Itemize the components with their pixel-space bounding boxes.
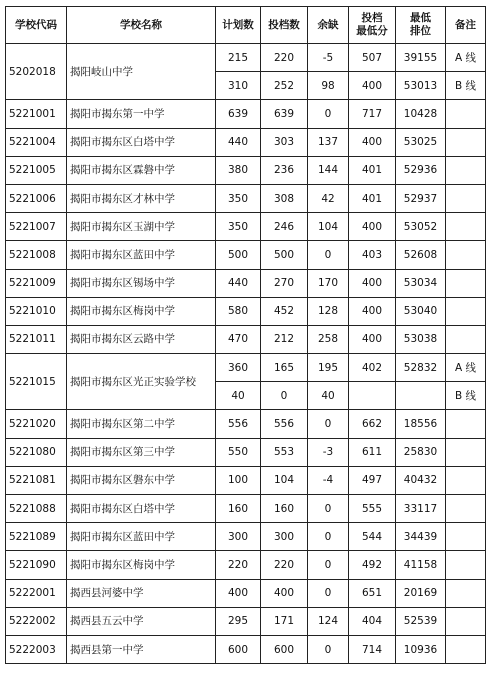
- cell-note: [446, 156, 486, 184]
- cell-school-code: 5221006: [6, 184, 67, 212]
- table-row: [6, 325, 486, 353]
- cell-plan: 400: [216, 579, 261, 607]
- table-row: [6, 128, 486, 156]
- admission-table-container: [5, 6, 486, 664]
- cell-vacancy: 170: [308, 269, 349, 297]
- cell-note: [446, 579, 486, 607]
- cell-note: [446, 184, 486, 212]
- header-note: 备注: [446, 7, 486, 44]
- cell-filed: 600: [261, 635, 308, 663]
- cell-school-code: 5222003: [6, 635, 67, 663]
- cell-school-code: 5221089: [6, 523, 67, 551]
- cell-vacancy: -3: [308, 438, 349, 466]
- cell-min-score: 400: [349, 269, 396, 297]
- cell-school-name: 揭阳市揭东区磐东中学: [67, 466, 216, 494]
- cell-note: [446, 128, 486, 156]
- cell-plan: 600: [216, 635, 261, 663]
- cell-school-code: 5221008: [6, 241, 67, 269]
- cell-school-name: 揭阳市揭东第一中学: [67, 100, 216, 128]
- cell-vacancy: 0: [308, 241, 349, 269]
- cell-min-score: 651: [349, 579, 396, 607]
- cell-min-score: 492: [349, 551, 396, 579]
- header-min-rank-line2: 排位: [410, 25, 431, 37]
- cell-school-code: 5221088: [6, 495, 67, 523]
- cell-min-score: 555: [349, 495, 396, 523]
- cell-min-rank: 52608: [396, 241, 446, 269]
- admission-table: [5, 6, 486, 664]
- cell-min-rank: 53038: [396, 325, 446, 353]
- cell-plan: 360: [216, 354, 261, 382]
- table-row: [6, 635, 486, 663]
- cell-vacancy: 144: [308, 156, 349, 184]
- cell-filed: 171: [261, 607, 308, 635]
- cell-min-rank: [396, 382, 446, 410]
- cell-note: [446, 325, 486, 353]
- cell-filed: 639: [261, 100, 308, 128]
- cell-min-rank: 52936: [396, 156, 446, 184]
- header-min-score-line1: 投档: [361, 12, 383, 24]
- cell-min-score: 497: [349, 466, 396, 494]
- table-row: [6, 579, 486, 607]
- cell-vacancy: 0: [308, 100, 349, 128]
- header-row: [6, 7, 486, 44]
- cell-filed: 220: [261, 551, 308, 579]
- cell-school-name: 揭阳市揭东区蓝田中学: [67, 241, 216, 269]
- cell-min-score: 400: [349, 325, 396, 353]
- cell-school-name: 揭西县五云中学: [67, 607, 216, 635]
- cell-filed: 246: [261, 213, 308, 241]
- cell-min-rank: 52832: [396, 354, 446, 382]
- cell-min-rank: 20169: [396, 579, 446, 607]
- cell-school-name: 揭阳市揭东区光正实验学校: [67, 354, 216, 410]
- cell-school-name: 揭阳市揭东区梅岗中学: [67, 297, 216, 325]
- cell-plan: 300: [216, 523, 261, 551]
- cell-vacancy: 128: [308, 297, 349, 325]
- cell-min-rank: 53013: [396, 72, 446, 100]
- table-row: [6, 354, 486, 382]
- cell-plan: 40: [216, 382, 261, 410]
- cell-min-score: 544: [349, 523, 396, 551]
- cell-school-code: 5221090: [6, 551, 67, 579]
- cell-vacancy: 98: [308, 72, 349, 100]
- cell-min-rank: 52937: [396, 184, 446, 212]
- cell-note: [446, 213, 486, 241]
- cell-note: A 线: [446, 354, 486, 382]
- cell-plan: 350: [216, 184, 261, 212]
- cell-filed: 0: [261, 382, 308, 410]
- cell-plan: 556: [216, 410, 261, 438]
- cell-school-name: 揭阳市揭东区第二中学: [67, 410, 216, 438]
- cell-min-rank: 10428: [396, 100, 446, 128]
- cell-vacancy: 0: [308, 551, 349, 579]
- cell-min-rank: 53052: [396, 213, 446, 241]
- cell-school-name: 揭阳市揭东区霖磐中学: [67, 156, 216, 184]
- cell-filed: 104: [261, 466, 308, 494]
- cell-min-rank: 41158: [396, 551, 446, 579]
- header-name: 学校名称: [67, 7, 216, 44]
- cell-min-score: 400: [349, 128, 396, 156]
- cell-school-name: 揭阳市揭东区玉湖中学: [67, 213, 216, 241]
- cell-note: A 线: [446, 44, 486, 72]
- cell-vacancy: 0: [308, 410, 349, 438]
- cell-school-name: 揭阳市揭东区梅岗中学: [67, 551, 216, 579]
- table-row: [6, 213, 486, 241]
- header-min-rank-line1: 最低: [410, 12, 431, 24]
- cell-filed: 270: [261, 269, 308, 297]
- cell-school-code: 5221007: [6, 213, 67, 241]
- cell-school-code: 5202018: [6, 44, 67, 100]
- cell-filed: 300: [261, 523, 308, 551]
- cell-plan: 100: [216, 466, 261, 494]
- cell-min-rank: 53040: [396, 297, 446, 325]
- cell-school-name: 揭阳市揭东区云路中学: [67, 325, 216, 353]
- cell-min-score: 403: [349, 241, 396, 269]
- table-row: [6, 438, 486, 466]
- cell-min-rank: 10936: [396, 635, 446, 663]
- cell-filed: 212: [261, 325, 308, 353]
- cell-min-score: 400: [349, 213, 396, 241]
- cell-school-name: 揭阳市揭东区白塔中学: [67, 495, 216, 523]
- cell-filed: 236: [261, 156, 308, 184]
- cell-note: [446, 466, 486, 494]
- table-row: [6, 551, 486, 579]
- cell-plan: 440: [216, 269, 261, 297]
- cell-school-code: 5222002: [6, 607, 67, 635]
- cell-vacancy: 0: [308, 523, 349, 551]
- table-row: [6, 607, 486, 635]
- table-row: [6, 100, 486, 128]
- table-row: [6, 241, 486, 269]
- cell-filed: 220: [261, 44, 308, 72]
- cell-filed: 303: [261, 128, 308, 156]
- cell-min-rank: 39155: [396, 44, 446, 72]
- cell-plan: 440: [216, 128, 261, 156]
- cell-note: [446, 438, 486, 466]
- cell-school-name: 揭阳岐山中学: [67, 44, 216, 100]
- cell-plan: 380: [216, 156, 261, 184]
- cell-vacancy: 137: [308, 128, 349, 156]
- cell-note: [446, 607, 486, 635]
- cell-note: [446, 241, 486, 269]
- cell-min-score: 401: [349, 184, 396, 212]
- cell-min-score: 507: [349, 44, 396, 72]
- cell-note: [446, 495, 486, 523]
- cell-min-score: 662: [349, 410, 396, 438]
- cell-school-name: 揭阳市揭东区锡场中学: [67, 269, 216, 297]
- cell-filed: 160: [261, 495, 308, 523]
- table-row: [6, 156, 486, 184]
- table-row: [6, 410, 486, 438]
- cell-school-code: 5221005: [6, 156, 67, 184]
- cell-min-score: 400: [349, 72, 396, 100]
- cell-min-rank: 52539: [396, 607, 446, 635]
- cell-school-code: 5221011: [6, 325, 67, 353]
- cell-school-code: 5221020: [6, 410, 67, 438]
- table-body: [6, 44, 486, 664]
- cell-filed: 165: [261, 354, 308, 382]
- cell-note: [446, 410, 486, 438]
- header-min-rank: [396, 7, 446, 44]
- cell-school-code: 5221080: [6, 438, 67, 466]
- cell-plan: 310: [216, 72, 261, 100]
- cell-note: [446, 100, 486, 128]
- cell-min-rank: 53025: [396, 128, 446, 156]
- cell-vacancy: -4: [308, 466, 349, 494]
- cell-school-code: 5221009: [6, 269, 67, 297]
- cell-min-score: 400: [349, 297, 396, 325]
- cell-school-code: 5221081: [6, 466, 67, 494]
- cell-min-score: 611: [349, 438, 396, 466]
- cell-min-score: 402: [349, 354, 396, 382]
- cell-note: [446, 269, 486, 297]
- cell-note: [446, 297, 486, 325]
- cell-filed: 252: [261, 72, 308, 100]
- cell-vacancy: 40: [308, 382, 349, 410]
- header-min-score-line2: 最低分: [356, 25, 388, 37]
- cell-school-name: 揭阳市揭东区才林中学: [67, 184, 216, 212]
- cell-school-name: 揭阳市揭东区蓝田中学: [67, 523, 216, 551]
- cell-school-code: 5221015: [6, 354, 67, 410]
- cell-vacancy: 258: [308, 325, 349, 353]
- cell-vacancy: 104: [308, 213, 349, 241]
- table-row: [6, 523, 486, 551]
- cell-note: [446, 551, 486, 579]
- cell-plan: 500: [216, 241, 261, 269]
- cell-filed: 500: [261, 241, 308, 269]
- cell-min-score: 401: [349, 156, 396, 184]
- cell-plan: 580: [216, 297, 261, 325]
- cell-plan: 639: [216, 100, 261, 128]
- cell-plan: 220: [216, 551, 261, 579]
- table-row: [6, 269, 486, 297]
- cell-school-code: 5221010: [6, 297, 67, 325]
- cell-min-rank: 53034: [396, 269, 446, 297]
- cell-min-rank: 40432: [396, 466, 446, 494]
- cell-min-score: 404: [349, 607, 396, 635]
- header-plan: 计划数: [216, 7, 261, 44]
- header-min-score: [349, 7, 396, 44]
- cell-plan: 295: [216, 607, 261, 635]
- cell-min-score: 717: [349, 100, 396, 128]
- cell-plan: 550: [216, 438, 261, 466]
- cell-vacancy: 195: [308, 354, 349, 382]
- cell-vacancy: 0: [308, 579, 349, 607]
- cell-school-name: 揭阳市揭东区白塔中学: [67, 128, 216, 156]
- header-vacancy: 余缺: [308, 7, 349, 44]
- cell-school-name: 揭阳市揭东区第三中学: [67, 438, 216, 466]
- cell-min-rank: 33117: [396, 495, 446, 523]
- cell-filed: 452: [261, 297, 308, 325]
- cell-filed: 400: [261, 579, 308, 607]
- cell-plan: 215: [216, 44, 261, 72]
- cell-filed: 556: [261, 410, 308, 438]
- cell-min-rank: 34439: [396, 523, 446, 551]
- cell-school-code: 5222001: [6, 579, 67, 607]
- table-row: [6, 495, 486, 523]
- table-header: [6, 7, 486, 44]
- cell-plan: 350: [216, 213, 261, 241]
- cell-vacancy: 0: [308, 495, 349, 523]
- cell-vacancy: -5: [308, 44, 349, 72]
- cell-school-code: 5221001: [6, 100, 67, 128]
- table-row: [6, 184, 486, 212]
- cell-min-score: [349, 382, 396, 410]
- cell-note: B 线: [446, 72, 486, 100]
- cell-plan: 160: [216, 495, 261, 523]
- header-code: 学校代码: [6, 7, 67, 44]
- cell-min-score: 714: [349, 635, 396, 663]
- cell-note: B 线: [446, 382, 486, 410]
- cell-plan: 470: [216, 325, 261, 353]
- cell-note: [446, 635, 486, 663]
- table-row: [6, 297, 486, 325]
- cell-vacancy: 124: [308, 607, 349, 635]
- cell-min-rank: 18556: [396, 410, 446, 438]
- cell-min-rank: 25830: [396, 438, 446, 466]
- cell-school-name: 揭西县河婆中学: [67, 579, 216, 607]
- cell-filed: 553: [261, 438, 308, 466]
- table-row: [6, 466, 486, 494]
- cell-filed: 308: [261, 184, 308, 212]
- cell-vacancy: 0: [308, 635, 349, 663]
- cell-school-code: 5221004: [6, 128, 67, 156]
- cell-note: [446, 523, 486, 551]
- table-row: [6, 44, 486, 72]
- cell-school-name: 揭西县第一中学: [67, 635, 216, 663]
- cell-vacancy: 42: [308, 184, 349, 212]
- header-filed: 投档数: [261, 7, 308, 44]
